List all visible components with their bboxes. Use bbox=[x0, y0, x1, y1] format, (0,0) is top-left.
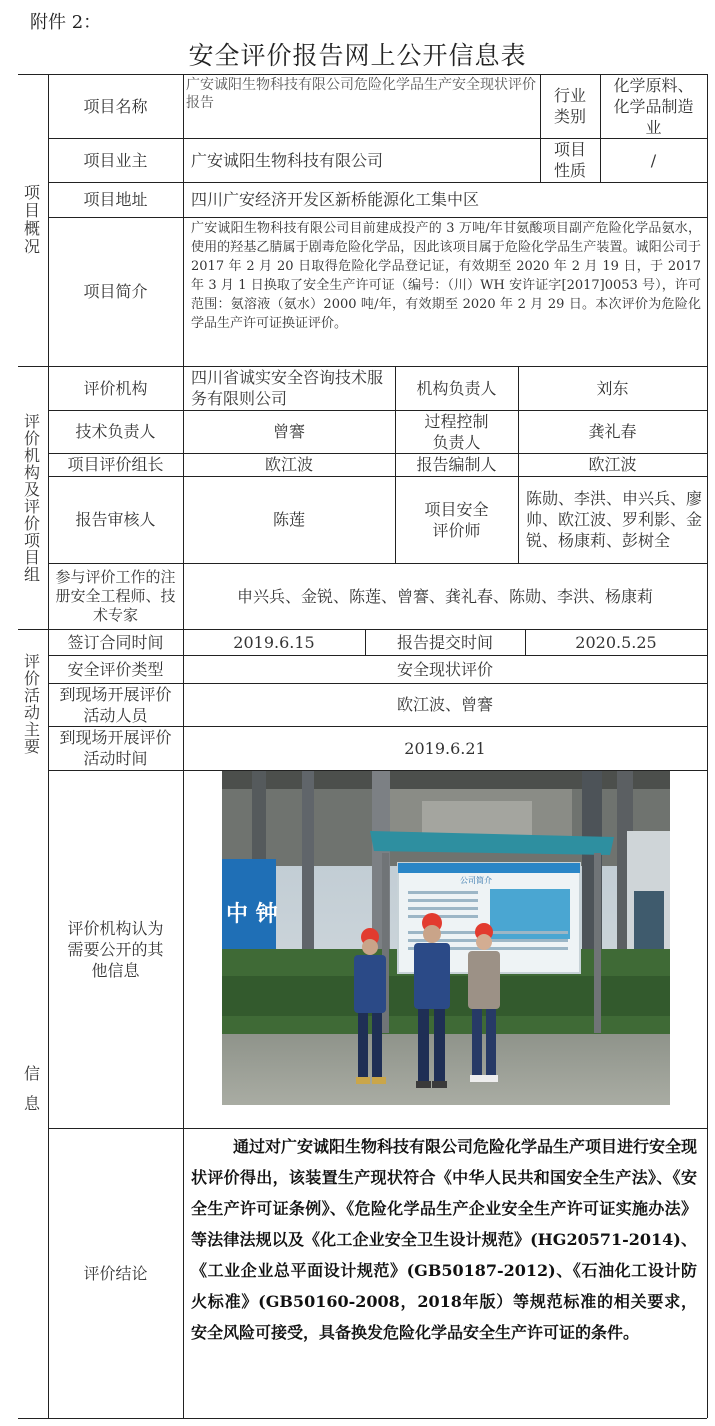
intro-label: 项目简介 bbox=[83, 282, 148, 301]
writer-label: 报告编制人 bbox=[416, 455, 497, 474]
staff-value: 欧江波、曾謇 bbox=[396, 695, 493, 714]
page-title: 安全评价报告网上公开信息表 bbox=[188, 41, 527, 70]
nature-value: / bbox=[650, 150, 657, 170]
other-label: 评价机构认为需要公开的其他信息 bbox=[67, 918, 164, 980]
section-overview-label: 项目概况 bbox=[21, 184, 41, 256]
type-label: 安全评价类型 bbox=[67, 659, 164, 679]
head-label: 机构负责人 bbox=[416, 378, 497, 398]
reviewer-label: 报告审核人 bbox=[75, 510, 156, 529]
col-line bbox=[707, 74, 708, 1418]
sign-value: 2019.6.15 bbox=[233, 632, 315, 652]
industry-label: 行业类别 bbox=[553, 86, 586, 126]
section-info-label: 信息 bbox=[21, 1065, 41, 1125]
submit-label: 报告提交时间 bbox=[396, 632, 493, 652]
site-photo bbox=[222, 771, 670, 1105]
conclusion-label: 评价结论 bbox=[83, 1263, 148, 1283]
nature-label: 项目性质 bbox=[553, 140, 586, 180]
board-title: 公司简介 bbox=[460, 876, 492, 885]
engineers-value: 申兴兵、金锐、陈莲、曾謇、龚礼春、陈勋、李洪、杨康莉 bbox=[236, 586, 653, 606]
assessor-value: 陈勋、李洪、申兴兵、廖帅、欧江波、罗利影、金锐、杨康莉、彭树全 bbox=[526, 489, 703, 550]
address-label: 项目地址 bbox=[83, 190, 148, 209]
section-org-label: 评价机构及评价项目组 bbox=[21, 412, 41, 583]
owner-value: 广安诚阳生物科技有限公司 bbox=[191, 150, 384, 170]
reviewer-value: 陈莲 bbox=[272, 510, 305, 529]
time-label: 到现场开展评价活动时间 bbox=[59, 728, 172, 768]
process-value: 龚礼春 bbox=[588, 422, 637, 441]
owner-label: 项目业主 bbox=[83, 150, 148, 170]
assessor-label: 项目安全评价师 bbox=[424, 499, 489, 540]
writer-value: 欧江波 bbox=[588, 455, 637, 474]
annex-label: 附件 2： bbox=[30, 12, 102, 33]
sign-board-text: 中 钟 bbox=[226, 902, 278, 927]
leader-value: 欧江波 bbox=[264, 455, 313, 474]
sign-label: 签订合同时间 bbox=[67, 632, 164, 652]
project-name-label: 项目名称 bbox=[83, 96, 148, 116]
head-value: 刘东 bbox=[596, 378, 629, 398]
intro-value: 广安诚阳生物科技有限公司目前建成投产的 3 万吨/年甘氨酸项目副产危险化学品氨水，使用的羟基乙腈属于剧毒危险化学品，因此该项目属于危险化学品生产装置。诚阳公司于 2017 年 2 月 20 日取得危险化学品登记证，有效期至 2020 年 2 月 19 日，于 2017 年 3 月 1 日换取了安全生产许可证（编号：（川）WH 安许证字[2017]0053 号），许可范围：氨溶液（氨水）2000 吨/年，有效期至 2020 年 2 月 29 日。本次评价为危险化学品生产许可证换证评价。 bbox=[191, 221, 701, 331]
type-value: 安全现状评价 bbox=[396, 659, 493, 679]
tech-label: 技术负责人 bbox=[75, 422, 156, 441]
conclusion-value: 通过对广安诚阳生物科技有限公司危险化学品生产项目进行安全现状评价得出，该装置生产现状符合《中华人民共和国安全生产法》、《安全生产许可证条例》、《危险化学品生产企业安全生产许可证实施办法》等法律法规以及《化工企业安全卫生设计规范》(HG20571-2014)、《工业企业总平面设计规范》(GB50187-2012)、《石油化工设计防火标准》(GB50160-2008，2018年版）等规范标准的相关要求，安全风险可接受，具备换发危险化学品安全生产许可证的条件。 bbox=[191, 1137, 698, 1342]
agency-label: 评价机构 bbox=[83, 378, 148, 398]
leader-label: 项目评价组长 bbox=[67, 455, 164, 474]
section-info bbox=[18, 1060, 44, 1130]
project-name-value: 广安诚阳生物科技有限公司危险化学品生产安全现状评价报告 bbox=[186, 77, 536, 111]
section-org bbox=[18, 366, 44, 629]
submit-value: 2020.5.25 bbox=[575, 632, 657, 652]
industry-value: 化学原料、化学品制造业 bbox=[613, 75, 694, 137]
agency-value: 四川省诚实安全咨询技术服务有限则公司 bbox=[191, 368, 384, 408]
engineers-label: 参与评价工作的注册安全工程师、技术专家 bbox=[55, 567, 176, 624]
row-line bbox=[18, 1418, 707, 1419]
process-label: 过程控制负责人 bbox=[424, 411, 489, 452]
tech-value: 曾謇 bbox=[272, 422, 305, 441]
section-overview bbox=[18, 74, 44, 366]
address-value: 四川广安经济开发区新桥能源化工集中区 bbox=[191, 190, 480, 209]
section-activity-label: 评价活动主要 bbox=[21, 653, 41, 755]
time-value: 2019.6.21 bbox=[404, 738, 486, 758]
section-activity bbox=[18, 629, 44, 779]
staff-label: 到现场开展评价活动人员 bbox=[59, 684, 172, 725]
